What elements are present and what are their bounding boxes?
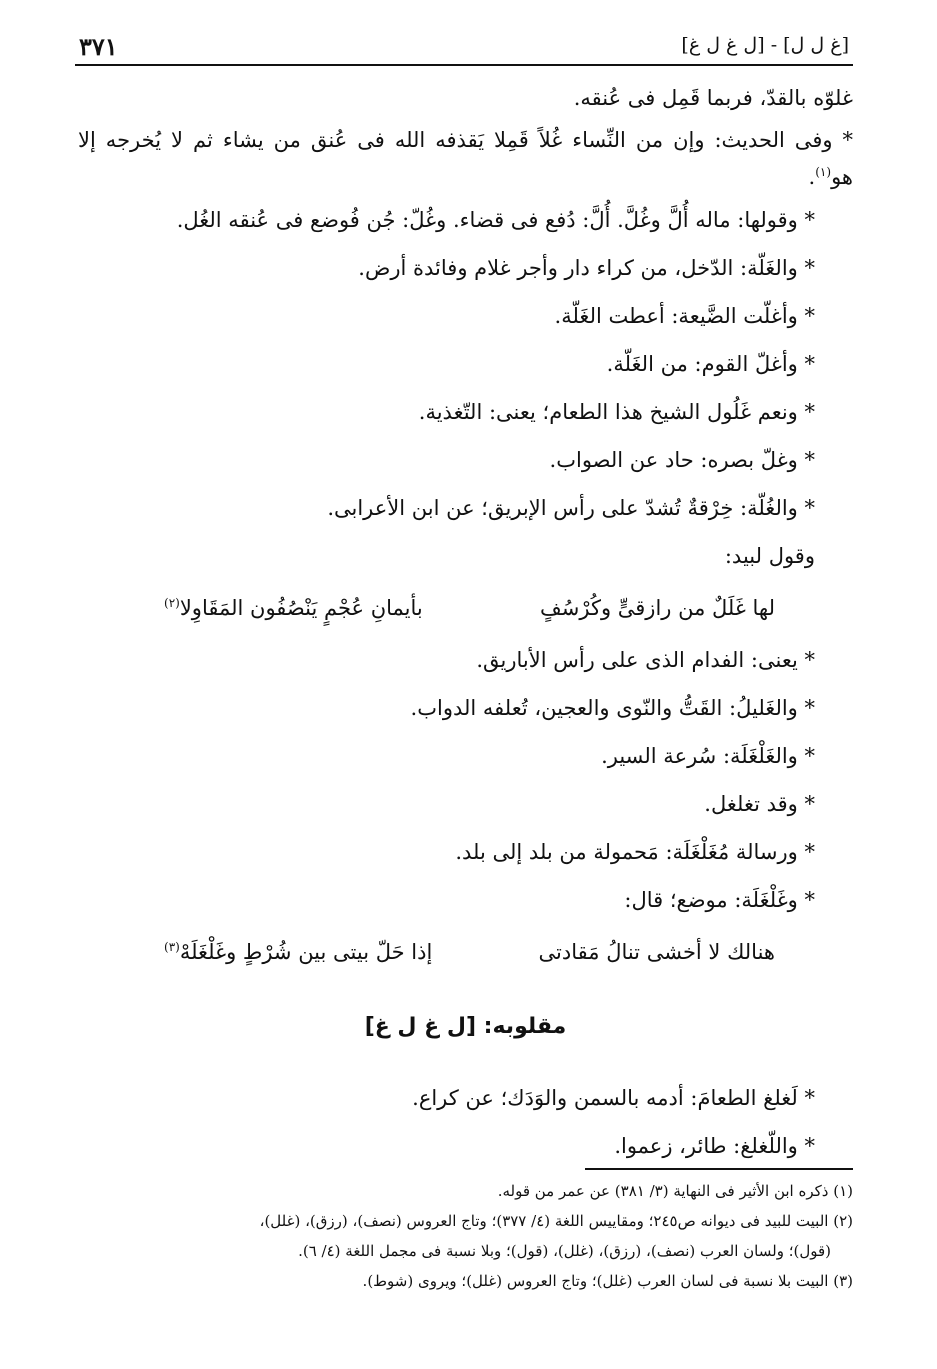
text-fragment: . xyxy=(808,165,816,189)
text-line: * والغَلّة: الدّخل، من كراء دار وأجر غلام وفائدة أرض. xyxy=(358,256,815,280)
text-line: * والغَلْغَلَة: سُرعة السير. xyxy=(601,744,815,768)
verse-text: إذا حَلّ بيتى بين شُرْطٍ وغَلْغَلَهْ xyxy=(179,940,433,964)
text-line: * وفى الحديث: وإن من النِّساء غُلاً قَمِلا يَقذفه الله فى عُنق من يشاء ثم لا يُخرجه إلا xyxy=(78,128,853,152)
text-line: * والغُلّة: خِرْقةٌ تُشدّ على رأس الإبريق؛ عن ابن الأعرابى. xyxy=(327,496,815,520)
text-line: وقول لبيد: xyxy=(724,544,815,568)
main-text xyxy=(78,74,853,1170)
verse-hemistich-second xyxy=(164,928,432,976)
text-line: * وغلّ بصره: حاد عن الصواب. xyxy=(549,448,815,472)
verse-hemistich-first: هنالك لا أخشى تنالُ مَقادتى xyxy=(538,940,775,964)
text-line: * ونعم غَلُول الشيخ هذا الطعام؛ يعنى: التّغذية. xyxy=(418,400,815,424)
text-line: غلوّه بالقدّ، فربما قَمِل فى عُنقه. xyxy=(573,86,853,110)
footnote-ref: (١) xyxy=(815,165,832,179)
text-fragment: هو xyxy=(831,165,853,189)
text-line: * واللّغلغ: طائر، زعموا. xyxy=(614,1134,815,1158)
text-line: * يعنى: الفدام الذى على رأس الأباريق. xyxy=(476,648,815,672)
page-number: ٣٧١ xyxy=(79,32,118,61)
verse-text: بأيمانِ عُجْمٍ يَنْصُفُون المَقَاوِلا xyxy=(179,596,423,620)
footnote-ref: (٢) xyxy=(164,596,180,610)
verse-line xyxy=(78,924,853,980)
footnote: (٢) البيت للبيد فى ديوانه ص٢٤٥؛ ومقاييس اللغة (٤/ ٣٧٧)؛ وتاج العروس (نصف)، (رزق)، (غلل)، xyxy=(259,1212,853,1230)
page-header xyxy=(75,28,853,66)
verse-hemistich-second xyxy=(164,584,423,632)
text-line: * ورسالة مُغَلْغَلَة: مَحمولة من بلد إلى بلد. xyxy=(455,840,815,864)
text-line: * وأغلّت الضَّيعة: أعطت الغَلّة. xyxy=(554,304,815,328)
text-line: * وقولها: ماله أُلَّ وغُلَّ. أُلَّ: دُفع فى قضاء. وغُلّ: جُن فُوضع فى عُنقه الغُل. xyxy=(176,208,815,232)
text-line: * لَغلغ الطعامَ: أدمه بالسمن والوَدَك؛ عن كراع. xyxy=(412,1086,815,1110)
footnote-divider xyxy=(585,1168,853,1170)
text-line: * وقد تغلغل. xyxy=(704,792,815,816)
footnotes xyxy=(78,1176,853,1296)
text-line: * والغَليلُ: القَتُّ والنّوى والعجين، تُعلفه الدواب. xyxy=(410,696,815,720)
footnote-ref: (٣) xyxy=(164,940,180,954)
text-line: * وغَلْغَلَة: موضع؛ قال: xyxy=(624,888,815,912)
footnote: (٣) البيت بلا نسبة فى لسان العرب (غلل)؛ وتاج العروس (غلل)؛ ويروى (شوط). xyxy=(362,1272,853,1290)
verse-line xyxy=(78,580,853,636)
text-line xyxy=(78,159,853,196)
footnote: (١) ذكره ابن الأثير فى النهاية (٣/ ٣٨١) عن عمر من قوله. xyxy=(497,1182,853,1200)
verse-hemistich-first: لها غَلَلٌ من رازقىٍّ وكُرْسُفٍ xyxy=(540,596,775,620)
text-line: * وأغلّ القوم: من الغَلّة. xyxy=(606,352,815,376)
running-head: [غ ل ل] - [ل غ ل غ] xyxy=(681,34,849,56)
footnote-continuation: (قول)؛ ولسان العرب (نصف)، (رزق)، (غلل)، (قول)؛ وبلا نسبة فى مجمل اللغة (٤/ ٦). xyxy=(298,1242,831,1260)
section-heading: مقلوبه: [ل غ ل غ] xyxy=(364,1014,567,1039)
